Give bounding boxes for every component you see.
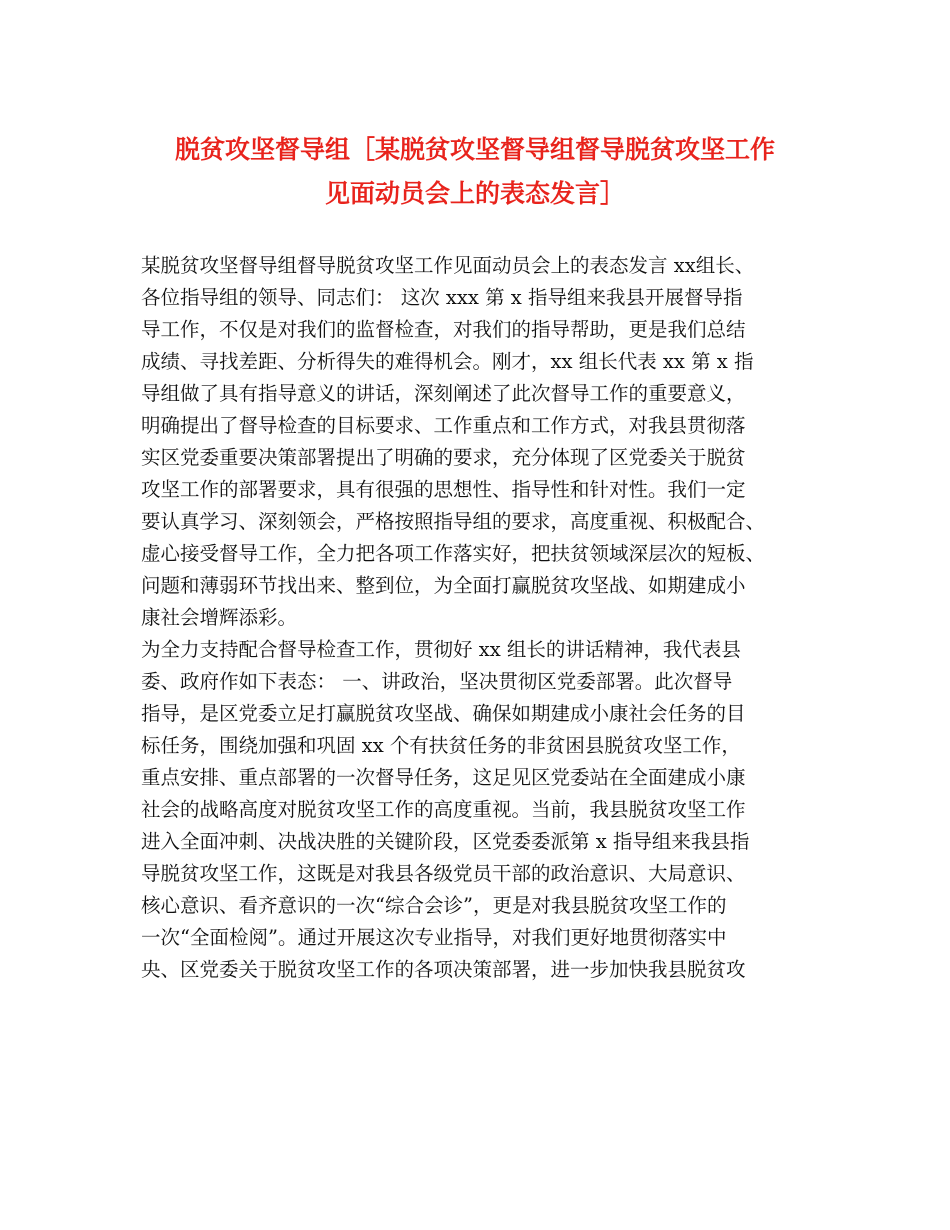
body-line: 攻坚工作的部署要求，具有很强的思想性、指导性和针对性。我们一定: [141, 478, 746, 501]
title-line-2: 见面动员会上的表态发言］: [324, 179, 625, 208]
body-line: 要认真学习、深刻领会，严格按照指导组的要求，高度重视、积极配合、: [141, 510, 766, 533]
document-body: [141, 250, 831, 986]
body-line: 成绩、寻找差距、分析得失的难得机会。刚才，xx 组长代表 xx 第 x 指: [141, 350, 754, 373]
body-line: 一次“全面检阅”。通过开展这次专业指导，对我们更好地贯彻落实中: [141, 926, 727, 949]
body-line: 进入全面冲刺、决战决胜的关键阶段，区党委委派第 x 指导组来我县指: [141, 830, 750, 853]
body-line: 康社会增辉添彩。: [141, 606, 298, 629]
body-line: 问题和薄弱环节找出来、整到位，为全面打赢脱贫攻坚战、如期建成小: [141, 574, 746, 597]
body-line: 央、区党委关于脱贫攻坚工作的各项决策部署，进一步加快我县脱贫攻: [141, 958, 746, 981]
body-line: 明确提出了督导检查的目标要求、工作重点和工作方式，对我县贯彻落: [141, 414, 746, 437]
body-line: 标任务，围绕加强和巩固 xx 个有扶贫任务的非贫困县脱贫攻坚工作，: [141, 734, 741, 757]
body-line: 委、政府作如下表态： 一、讲政治，坚决贯彻区党委部署。此次督导: [141, 670, 733, 693]
body-line: 为全力支持配合督导检查工作，贯彻好 xx 组长的讲话精神，我代表县: [141, 638, 741, 661]
body-line: 虚心接受督导工作，全力把各项工作落实好，把扶贫领域深层次的短板、: [141, 542, 766, 565]
body-line: 某脱贫攻坚督导组督导脱贫攻坚工作见面动员会上的表态发言 xx组长、: [141, 254, 755, 277]
body-line: 指导，是区党委立足打赢脱贫攻坚战、确保如期建成小康社会任务的目: [141, 702, 746, 725]
body-line: 各位指导组的领导、同志们： 这次 xxx 第 x 指导组来我县开展督导指: [141, 286, 743, 309]
body-line: 社会的战略高度对脱贫攻坚工作的高度重视。当前，我县脱贫攻坚工作: [141, 798, 746, 821]
body-line: 实区党委重要决策部署提出了明确的要求，充分体现了区党委关于脱贫: [141, 446, 746, 469]
body-line: 导工作，不仅是对我们的监督检查，对我们的指导帮助，更是我们总结: [141, 318, 746, 341]
body-line: 导脱贫攻坚工作，这既是对我县各级党员干部的政治意识、大局意识、: [141, 862, 746, 885]
body-line: 核心意识、看齐意识的一次“综合会诊”，更是对我县脱贫攻坚工作的: [141, 894, 727, 917]
title-line-1: 脱贫攻坚督导组［某脱贫攻坚督导组督导脱贫攻坚工作: [174, 135, 775, 164]
body-line: 导组做了具有指导意义的讲话，深刻阐述了此次督导工作的重要意义，: [141, 382, 746, 405]
body-line: 重点安排、重点部署的一次督导任务，这足见区党委站在全面建成小康: [141, 766, 746, 789]
document-title: [130, 128, 820, 216]
